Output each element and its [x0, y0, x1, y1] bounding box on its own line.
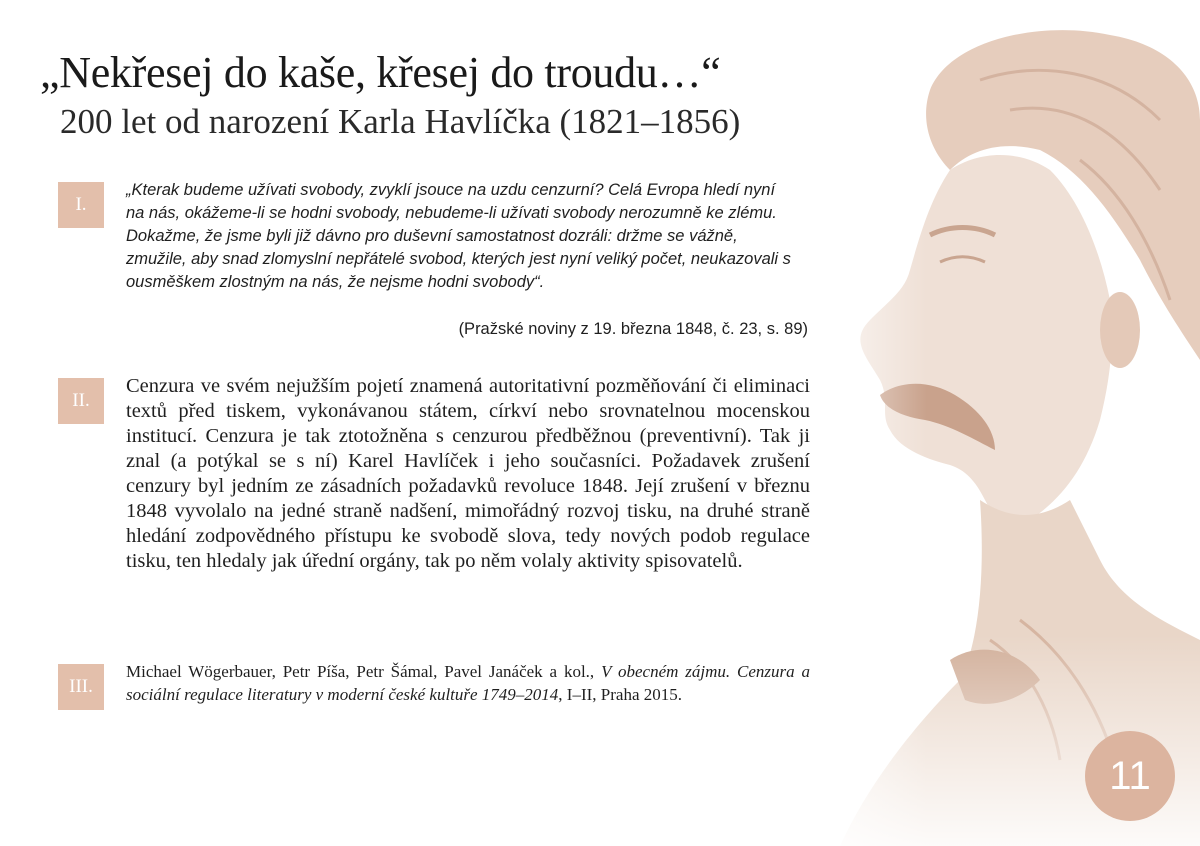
reference-details: , I–II, Praha 2015.: [558, 685, 682, 704]
quote-text: „Kterak budeme užívati svobody, zvyklí jsouce na uzdu cenzurní? Celá Evropa hledí nyní na nás, okážeme-li se hodni svobody, nebudeme-li užívati svobody nerozumně ke zlému. Dokažme, že jsme byli již dávno pro duševní samostatnost dozráli: držme se vážně, zmužile, aby snad zlomyslní nepřátelé svobod, kterých jest nyní veliký počet, neukazovali s ousměškem zlostným na nás, že nejsme hodni svobody“.: [126, 181, 791, 291]
section-marker-2: II.: [58, 378, 104, 424]
page-subtitle: 200 let od narození Karla Havlíčka (1821–1856): [60, 102, 741, 141]
section-marker-3: III.: [58, 664, 104, 710]
section-marker-1: I.: [58, 182, 104, 228]
page-title: „Nekřesej do kaše, křesej do troudu…“: [40, 48, 721, 97]
portrait-image: [780, 0, 1200, 846]
reference-book-title: V obecném zájmu. Cenzura a sociální regulace literatury v moderní české kultuře 1749–2014: [126, 662, 810, 704]
bibliography-reference: [126, 660, 810, 706]
quote-source: (Pražské noviny z 19. března 1848, č. 23, s. 89): [458, 320, 808, 338]
reference-authors: Michael Wögerbauer, Petr Píša, Petr Šámal, Pavel Janáček a kol.,: [126, 662, 595, 681]
censorship-paragraph: Cenzura ve svém nejužším pojetí znamená autoritativní pozměňování či eliminaci textů před tiskem, vykonávanou státem, církví nebo srovnatelnou mocenskou institucí. Cenzura je tak ztotožněna s cenzurou předběžnou (preventivní). Tak ji znal (a potýkal se s ní) Karel Havlíček i jeho současníci. Požadavek zrušení cenzury byl jedním ze zásadních požadavků revoluce 1848. Její zrušení v březnu 1848 vyvolalo na jedné straně nadšení, mimořádný rozvoj tisku, na druhé straně hledání zodpovědného přístupu ke svobodě slova, tedy nových podob regulace tisku, ten hledaly jak úřední orgány, tak po něm volaly aktivity spisovatelů.: [126, 375, 810, 572]
page-number-badge: 11: [1085, 731, 1175, 821]
